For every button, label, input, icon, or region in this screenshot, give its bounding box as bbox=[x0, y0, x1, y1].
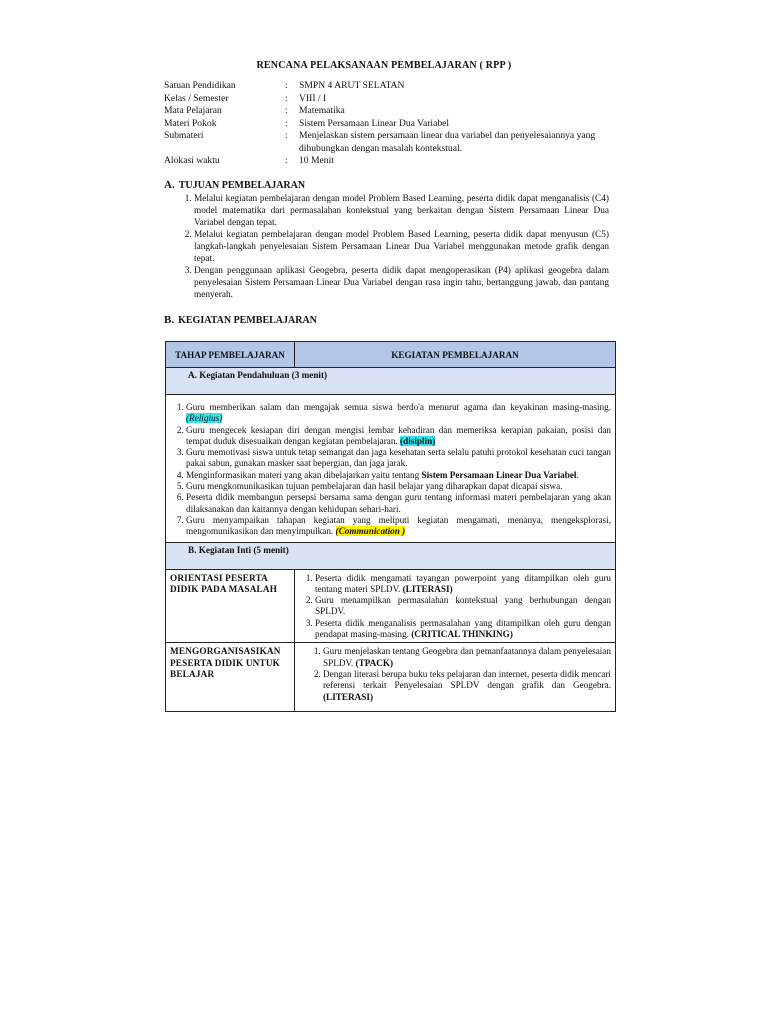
pendahuluan-title: A. Kegiatan Pendahuluan (3 menit) bbox=[166, 368, 616, 395]
table-header-row bbox=[166, 342, 616, 368]
info-colon: : bbox=[285, 117, 288, 129]
header-kegiatan: KEGIATAN PEMBELAJARAN bbox=[295, 342, 616, 368]
list-item: 1. Guru memberikan salam dan mengajak semua siswa berdo'a menurut agama dan keyakinan masing-masing. (Religius) bbox=[186, 402, 611, 425]
tujuan-list bbox=[172, 193, 609, 301]
table-row bbox=[166, 542, 616, 569]
list-item: 3. Guru memotivasi siswa untuk tetap semangat dan jaga kesehatan serta selalu patuhi protokol kesehatan cuci tangan pakai sabun, gunakan masker saat bepergian, dan jaga jarak. bbox=[186, 447, 611, 470]
communication-tag: (Communication ) bbox=[335, 526, 406, 537]
list-item: 2. Guru mengecek kesiapan diri dengan mengisi lembar kehadiran dan memeriksa kerapian pakaian, posisi dan tempat duduk disesuaikan dengan kegiatan pembelajaran. (disiplin) bbox=[186, 425, 611, 448]
info-row bbox=[164, 105, 614, 118]
info-row bbox=[164, 80, 614, 93]
info-label: Kelas / Semester bbox=[164, 92, 229, 104]
info-colon: : bbox=[285, 92, 288, 104]
list-item: 1. Melalui kegiatan pembelajaran dengan model Problem Based Learning, peserta didik dapat menganalisis (C4) model matematika dari permasalahan kontekstual yang berkaitan dengan Sistem Persamaan Linear Dua Variabel dengan tepat. bbox=[194, 193, 609, 229]
disiplin-tag: (disiplin) bbox=[400, 435, 436, 446]
list-item: 5. Guru mengkomunikasikan tujuan pembelajaran dan hasil belajar yang diharapkan dapat dicapai siswa. bbox=[186, 481, 611, 492]
info-label: Satuan Pendidikan bbox=[164, 80, 236, 91]
info-value: Matematika bbox=[299, 105, 345, 116]
orientasi-cell bbox=[295, 569, 616, 643]
list-item: 6. Peserta didik membangun persepsi bersama sama dengan guru tentang informasi materi pembelajaran yang akan dilaksanakan dan kaitannya dengan kehidupan sehari-hari. bbox=[186, 492, 611, 515]
tahap-orientasi: ORIENTASI PESERTA DIDIK PADA MASALAH bbox=[166, 569, 295, 643]
info-colon: : bbox=[285, 105, 288, 116]
religius-tag: (Religius) bbox=[186, 413, 223, 424]
info-value: SMPN 4 ARUT SELATAN bbox=[299, 80, 405, 91]
inti-title: B. Kegiatan Inti (5 menit) bbox=[166, 542, 616, 569]
list-item: 2. Dengan literasi berupa buku teks pelajaran dan internet, peserta didik mencari referensi terkait Penyelesaian SPLDV dengan grafik dan Geogebra. (LITERASI) bbox=[323, 669, 611, 703]
list-item: 1. Peserta didik mengamati tayangan powerpoint yang ditampilkan oleh guru tentang materi SPLDV. (LITERASI) bbox=[315, 573, 611, 596]
table-row bbox=[166, 643, 616, 711]
info-label: Mata Pelajaran bbox=[164, 105, 222, 116]
table-row bbox=[166, 395, 616, 543]
info-row bbox=[164, 130, 614, 155]
list-item: 7. Guru menyampaikan tahapan kegiatan yang meliputi kegiatan mengamati, menanya, mengeksplorasi, mengomunikasikan dan menyimpulkan. (Communication ) bbox=[186, 515, 611, 538]
document-title: RENCANA PELAKSANAAN PEMBELAJARAN ( RPP ) bbox=[256, 60, 512, 71]
list-item: 1. Guru menjelaskan tentang Geogebra dan pemanfaatannya dalam penyelesaian SPLDV. (TPACK) bbox=[323, 646, 611, 669]
info-label: Alokasi waktu bbox=[164, 155, 220, 166]
organisasi-cell bbox=[295, 643, 616, 711]
list-item: 3. Dengan penggunaan aplikasi Geogebra, peserta didik dapat mengoperasikan (P4) aplikasi geogebra dalam penyelesaian Sistem Persamaan Linear Dua Variabel dengan rasa ingin tahu, bertanggung jawab, dan pantang menyerah. bbox=[194, 265, 609, 301]
info-row bbox=[164, 118, 614, 131]
info-label: Submateri bbox=[164, 130, 204, 141]
info-value: Menjelaskan sistem persamaan linear dua variabel dan penyelesaiannya yang dihubungkan dengan masalah kontekstual. bbox=[299, 130, 596, 154]
section-b-heading bbox=[164, 314, 317, 326]
kegiatan-table bbox=[165, 341, 616, 712]
info-value: Sistem Persamaan Linear Dua Variabel bbox=[299, 117, 450, 129]
table-row bbox=[166, 569, 616, 643]
tahap-organisasi: MENGORGANISASIKAN PESERTA DIDIK UNTUK BELAJAR bbox=[166, 643, 295, 711]
info-row bbox=[164, 155, 614, 168]
info-block bbox=[164, 80, 614, 168]
info-colon: : bbox=[285, 155, 288, 166]
table-row bbox=[166, 368, 616, 395]
section-b-letter: B. bbox=[164, 314, 175, 326]
list-item: 2. Melalui kegiatan pembelajaran dengan model Problem Based Learning, peserta didik dapat menyusun (C5) langkah-langkah penyelesaian Sistem Persamaan Linear Dua Variabel menggunakan metode grafik dengan tepat. bbox=[194, 229, 609, 265]
info-colon: : bbox=[285, 80, 288, 91]
info-value: 10 Menit bbox=[299, 155, 334, 166]
section-a-letter: A. bbox=[164, 179, 175, 191]
info-label: Materi Pokok bbox=[164, 117, 217, 129]
section-b-title: KEGIATAN PEMBELAJARAN bbox=[178, 315, 317, 326]
info-colon: : bbox=[285, 130, 288, 141]
info-value: VIII / I bbox=[299, 92, 327, 104]
list-item: 3. Peserta didik menganalisis permasalahan yang ditampilkan oleh guru dengan pendapat masing-masing. (CRITICAL THINKING) bbox=[315, 618, 611, 641]
section-a-title: TUJUAN PEMBELAJARAN bbox=[178, 180, 306, 191]
list-item: 4. Menginformasikan materi yang akan dibelajarkan yaitu tentang Sistem Persamaan Linear Dua Variabel. bbox=[186, 470, 611, 481]
header-tahap: TAHAP PEMBELAJARAN bbox=[166, 342, 295, 368]
list-item: 2. Guru menampilkan permasalahan kontekstual yang berhubungan dengan SPLDV. bbox=[315, 595, 611, 618]
pendahuluan-cell bbox=[166, 395, 616, 543]
info-row bbox=[164, 93, 614, 106]
section-a-heading bbox=[164, 179, 305, 191]
